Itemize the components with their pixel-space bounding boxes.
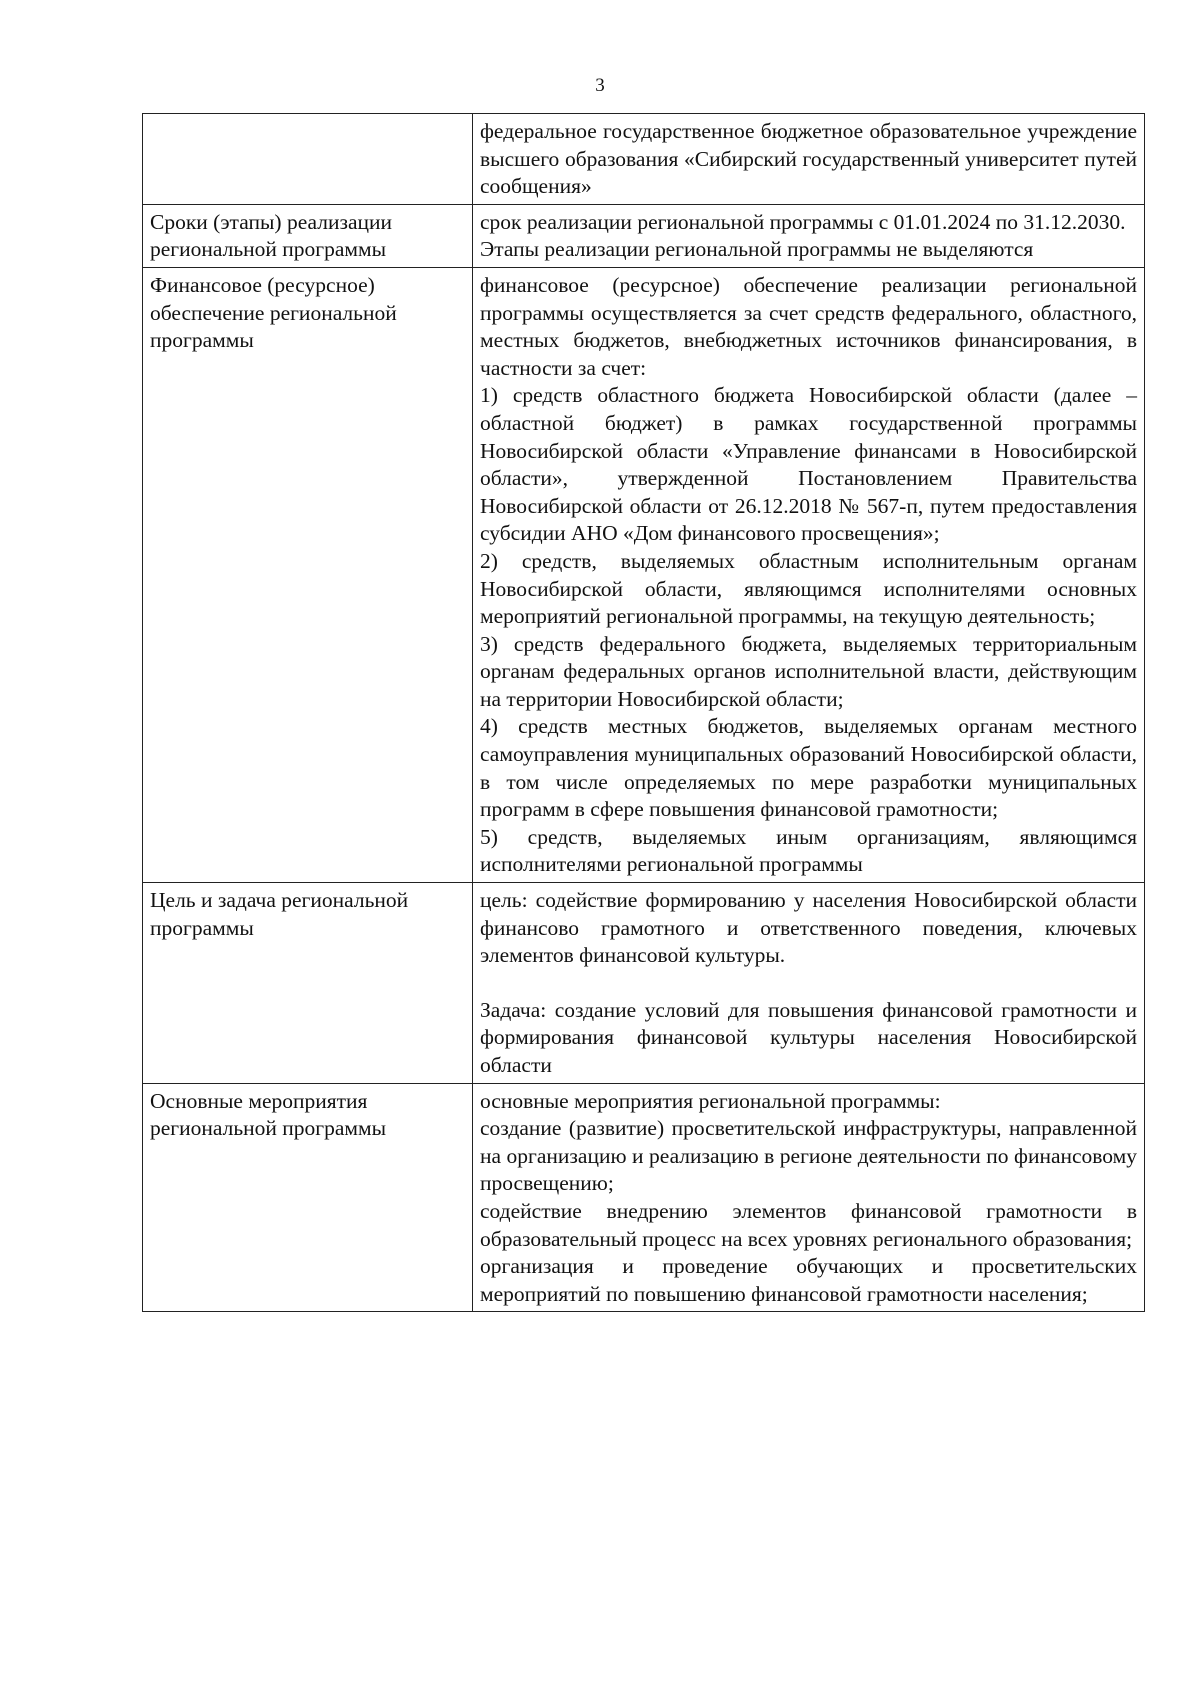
row-label: Сроки (этапы) реализации региональной программы [143,204,473,267]
row-paragraph: содействие внедрению элементов финансовой грамотности в образовательный процесс на всех уровнях регионального образования; [480,1198,1137,1251]
table-row-goal-and-task [143,883,1145,1084]
row-value [473,1083,1145,1312]
row-value [473,883,1145,1084]
row-paragraph: 5) средств, выделяемых иным организациям, являющимся исполнителями региональной программы [480,824,1137,877]
row-paragraph: Этапы реализации региональной программы не выделяются [480,237,1034,262]
row-paragraph: цель: содействие формированию у населения Новосибирской области финансово грамотного и ответственного поведения, ключевых элементов финансовой культуры. [480,888,1137,968]
row-value [473,267,1145,882]
page-number: 3 [595,75,605,96]
row-paragraph: Задача: создание условий для повышения финансовой грамотности и формирования финансовой культуры населения Новосибирской области [480,997,1137,1077]
row-value [473,114,1145,205]
row-paragraph: срок реализации региональной программы с 01.01.2024 по 31.12.2030. [480,209,1126,234]
row-paragraph: создание (развитие) просветительской инфраструктуры, направленной на организацию и реализацию в регионе деятельности по финансовому просвещению; [480,1116,1137,1196]
row-paragraph: основные мероприятия региональной программы: [480,1088,941,1113]
row-paragraph: 4) средств местных бюджетов, выделяемых органам местного самоуправления муниципальных образований Новосибирской области, в том числе определяемых по мере разработки муниципальных программ в сфере повышения финансовой грамотности; [480,714,1137,822]
row-label: Основные мероприятия региональной программы [143,1083,473,1312]
row-label: Финансовое (ресурсное) обеспечение региональной программы [143,267,473,882]
row-label: Цель и задача региональной программы [143,883,473,1084]
table-row-implementation-period [143,204,1145,267]
paragraph-spacer [480,970,1137,997]
table-row-organization-continued [143,114,1145,205]
row-label [143,114,473,205]
row-paragraph: федеральное государственное бюджетное образовательное учреждение высшего образования «Сибирский государственный университет путей сообщения» [480,119,1137,199]
row-paragraph: финансовое (ресурсное) обеспечение реализации региональной программы осуществляется за счет средств федерального, областного, местных бюджетов, внебюджетных источников финансирования, в частности за счет: [480,272,1137,380]
row-paragraph: организация и проведение обучающих и просветительских мероприятий по повышению финансовой грамотности населения; [480,1254,1137,1306]
table-row-main-activities [143,1083,1145,1312]
row-paragraph: 3) средств федерального бюджета, выделяемых территориальным органам федеральных органов исполнительной власти, действующим на территории Новосибирской области; [480,631,1137,711]
row-value [473,204,1145,267]
row-paragraph: 2) средств, выделяемых областным исполнительным органам Новосибирской области, являющимся исполнителями основных мероприятий региональной программы, на текущую деятельность; [480,548,1137,629]
program-passport-table [142,113,1145,1312]
row-paragraph: 1) средств областного бюджета Новосибирской области (далее – областной бюджет) в рамках государственной программы Новосибирской области «Управление финансами в Новосибирской области», утвержденной Постановлением Правительства Новосибирской области от 26.12.2018 № 567-п, путем предоставления субсидии АНО «Дом финансового просвещения»; [480,383,1137,546]
table-row-financial-support [143,267,1145,882]
